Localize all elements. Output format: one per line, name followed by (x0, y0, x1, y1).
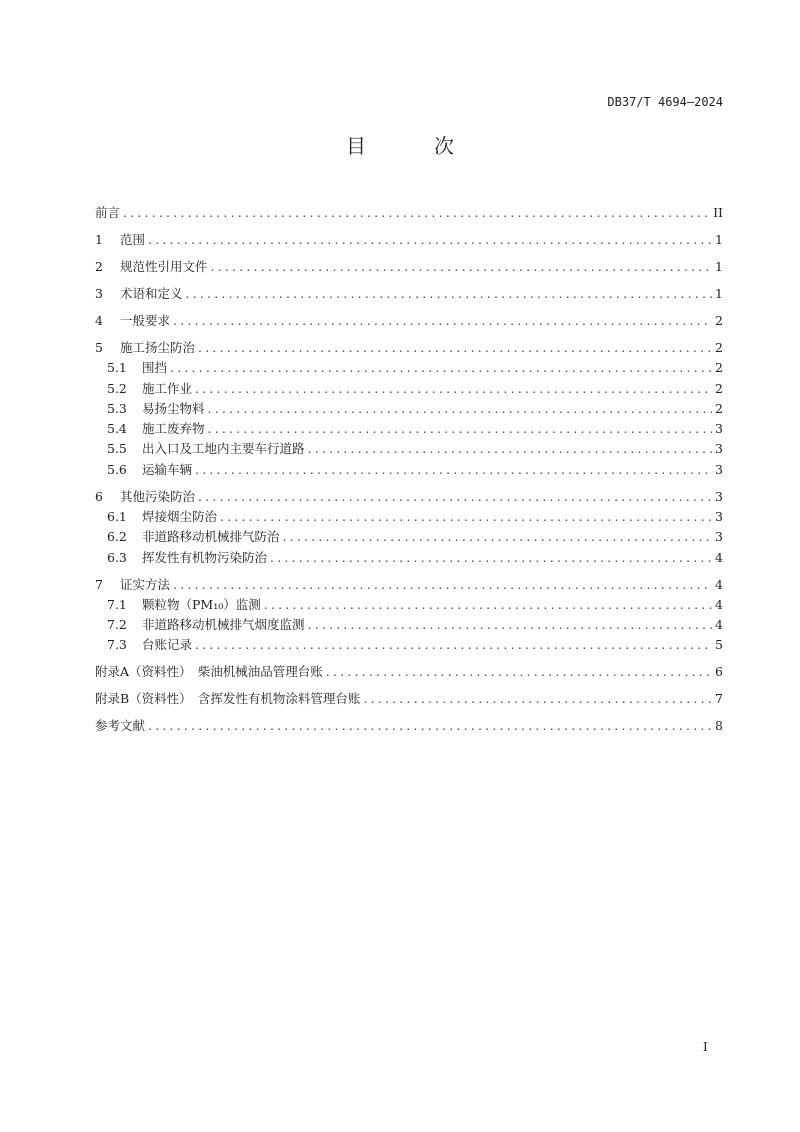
toc-entry-number: 3 (95, 285, 103, 301)
toc-entry-page: 1 (715, 258, 723, 274)
toc-entry-number: 1 (95, 231, 103, 247)
toc-entry-label: 运输车辆 (142, 461, 193, 477)
dot-leader (283, 527, 712, 547)
document-code: DB37/T 4694—2024 (607, 95, 723, 109)
toc-entry-number: 7.1 (107, 596, 127, 612)
toc-entry[interactable] (95, 358, 723, 378)
toc-entry-page: 2 (715, 380, 723, 396)
page-title: 目 次 (346, 134, 478, 158)
toc-entry-label: 施工废弃物 (142, 421, 205, 437)
toc-entry-number: 6 (95, 488, 103, 504)
toc-entry-page: 2 (715, 339, 723, 355)
toc-entry-page: 4 (715, 617, 723, 633)
toc-entry[interactable] (95, 230, 723, 250)
dot-leader (195, 635, 712, 655)
toc-entry[interactable] (95, 439, 723, 459)
toc-entry[interactable] (95, 635, 723, 655)
dot-leader (308, 439, 712, 459)
toc-entry-label: 参考文献 (95, 718, 146, 734)
dot-leader (123, 203, 710, 223)
dot-leader (198, 338, 712, 358)
toc-entry-label: 非道路移动机械排气防治 (142, 529, 280, 545)
toc-entry-label: 前言 (95, 205, 121, 220)
toc-entry-label: 施工作业 (142, 380, 193, 396)
dot-leader (173, 311, 712, 331)
dot-leader (308, 615, 712, 635)
toc-entry-label: 焊接烟尘防治 (142, 508, 218, 524)
toc-entry[interactable] (95, 662, 723, 682)
toc-entry-number: 5.5 (107, 441, 127, 457)
toc-entry-page: 1 (715, 285, 723, 301)
toc-entry-label: 附录A（资料性） 柴油机械油品管理台账 (95, 664, 323, 680)
dot-leader (195, 460, 712, 480)
toc-entry-page: 8 (715, 718, 723, 734)
dot-leader (148, 230, 712, 250)
toc-entry[interactable] (95, 527, 723, 547)
toc-entry-page: 3 (715, 441, 723, 457)
dot-leader (195, 379, 712, 399)
toc-entry-label: 易扬尘物料 (142, 400, 205, 416)
toc-entry[interactable] (95, 507, 723, 527)
toc-entry-label: 一般要求 (120, 312, 171, 328)
toc-entry-number: 7.3 (107, 637, 127, 653)
toc-entry-label: 术语和定义 (120, 285, 183, 301)
toc-entry-label: 非道路移动机械排气烟度监测 (142, 617, 305, 633)
toc-entry[interactable] (95, 595, 723, 615)
toc-entry-label: 挥发性有机物污染防治 (142, 549, 268, 565)
dot-leader (148, 716, 712, 736)
toc-entry-page: 6 (715, 664, 723, 680)
dot-leader (220, 507, 712, 527)
toc-entry[interactable] (95, 419, 723, 439)
toc-entry-page: 3 (715, 529, 723, 545)
dot-leader (208, 399, 712, 419)
toc-entry[interactable] (95, 379, 723, 399)
toc-entry[interactable] (95, 716, 723, 736)
toc-entry-label: 附录B（资料性） 含挥发性有机物涂料管理台账 (95, 691, 361, 707)
toc-entry-page: 7 (715, 691, 723, 707)
dot-leader (264, 595, 712, 615)
toc-entry-label: 范围 (120, 231, 146, 247)
dot-leader (270, 548, 712, 568)
toc-entry[interactable] (95, 203, 723, 223)
toc-entry-number: 2 (95, 258, 103, 274)
toc-entry-label: 规范性引用文件 (120, 258, 208, 274)
toc-entry-number: 7 (95, 576, 103, 592)
dot-leader (363, 689, 712, 709)
dot-leader (198, 487, 712, 507)
toc-entry-number: 5.4 (107, 421, 127, 437)
toc-entry-page: 3 (715, 508, 723, 524)
toc-entry-page: 2 (715, 360, 723, 376)
toc-entry-page: 5 (715, 637, 723, 653)
toc-entry[interactable] (95, 460, 723, 480)
toc-entry[interactable] (95, 575, 723, 595)
toc-entry-label: 颗粒物（PM₁₀）监测 (142, 596, 261, 612)
dot-leader (211, 257, 712, 277)
toc-entry-label: 施工扬尘防治 (120, 339, 196, 355)
toc-entry-number: 5.3 (107, 400, 127, 416)
toc-entry-number: 5.2 (107, 380, 127, 396)
toc-entry-number: 7.2 (107, 617, 127, 633)
toc-entry[interactable] (95, 284, 723, 304)
toc-entry-page: 1 (715, 231, 723, 247)
toc-entry-number: 5.1 (107, 360, 127, 376)
toc-entry-page: 2 (715, 400, 723, 416)
toc-entry[interactable] (95, 338, 723, 358)
toc-entry-number: 5 (95, 339, 103, 355)
toc-entry-label: 其他污染防治 (120, 488, 196, 504)
toc-entry-label: 证实方法 (120, 576, 171, 592)
toc-entry[interactable] (95, 257, 723, 277)
toc-entry-page: II (713, 205, 723, 220)
dot-leader (326, 662, 712, 682)
toc-entry-label: 台账记录 (142, 637, 193, 653)
toc-entry-number: 6.2 (107, 529, 127, 545)
toc-entry-number: 6.1 (107, 508, 127, 524)
toc-entry[interactable] (95, 548, 723, 568)
toc-entry-label: 围挡 (142, 360, 168, 376)
toc-entry[interactable] (95, 399, 723, 419)
page-number: I (703, 1040, 708, 1054)
toc-entry-page: 4 (715, 596, 723, 612)
toc-entry-page: 3 (715, 488, 723, 504)
toc-entry-page: 4 (715, 549, 723, 565)
toc-entry[interactable] (95, 615, 723, 635)
dot-leader (173, 575, 712, 595)
toc-entry[interactable] (95, 311, 723, 331)
toc-entry-page: 4 (715, 576, 723, 592)
toc-entry-page: 3 (715, 421, 723, 437)
toc-entry-label: 出入口及工地内主要车行道路 (142, 441, 305, 457)
dot-leader (170, 358, 712, 378)
toc-entry[interactable] (95, 689, 723, 709)
toc-entry-page: 2 (715, 312, 723, 328)
dot-leader (208, 419, 712, 439)
table-of-contents (95, 203, 723, 737)
toc-entry-number: 6.3 (107, 549, 127, 565)
toc-entry[interactable] (95, 487, 723, 507)
toc-entry-page: 3 (715, 461, 723, 477)
toc-entry-number: 5.6 (107, 461, 127, 477)
toc-entry-number: 4 (95, 312, 103, 328)
dot-leader (186, 284, 712, 304)
